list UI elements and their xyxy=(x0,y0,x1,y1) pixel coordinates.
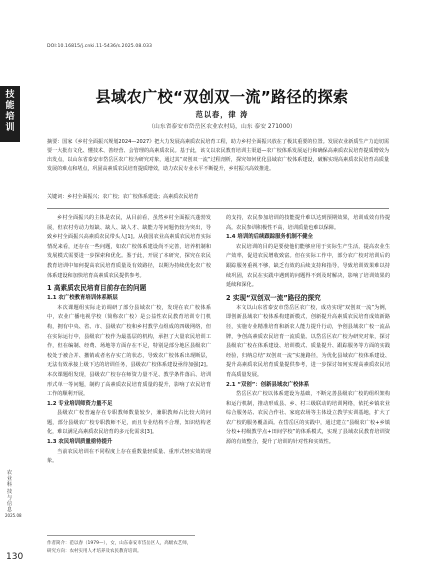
journal-char: 科 xyxy=(6,482,13,489)
section-label xyxy=(4,90,16,134)
article-authors: 范以春，律 涛 xyxy=(195,110,249,119)
section-char: 技 xyxy=(5,90,15,100)
section-char: 能 xyxy=(5,101,15,111)
subsection-heading: 2.1 “双创”：创新县域农广校体系 xyxy=(226,381,310,388)
subsection-heading: 1.4 培训的后续跟踪服务机制不健全 xyxy=(226,234,313,241)
subsection-heading: 1.1 农广校教育培训体系断层 xyxy=(47,295,118,302)
journal-char: 信 xyxy=(6,501,13,508)
subsection-heading: 1.3 农民培训质量亟待提升 xyxy=(47,439,113,446)
journal-char: 农 xyxy=(6,470,13,476)
section-heading: 2 实现“双创双一流”路径的探究 xyxy=(226,293,321,302)
journal-char: 技 xyxy=(6,488,13,495)
journal-issue: 2025.08 xyxy=(5,513,22,519)
journal-char: 业 xyxy=(6,476,13,483)
section-char: 训 xyxy=(5,123,15,133)
page-number: 130 xyxy=(6,552,24,562)
article-title: 县域农广校“双创双一流”路径的探索 xyxy=(95,88,349,106)
subsection-heading: 1.2 专业培训师资力量不足 xyxy=(47,400,113,407)
body-paragraph: 当前农民培训在不同程度上存在重数量轻质量、重形式轻实效的现象。 xyxy=(47,448,211,465)
section-heading: 1 高素质农民培育目前存在的问题 xyxy=(47,284,147,293)
section-char: 培 xyxy=(5,112,15,122)
journal-char: 与 xyxy=(6,494,13,501)
body-paragraph: 的支持，农民参加培训的技能提升难以达到预期效果，培训成效有待提高。农民参训积极性不高，培训质量也难以保障。 xyxy=(226,215,390,231)
body-paragraph: 岱岳区农广校以体系建设为基础，不断完善县级农广校的组织架构和运行机制，推动形成县、乡、村三级联动的培训网络，依托乡镇农业综合服务站、农民合作社、家庭农场等主体设立教学实训基地，扩大了农广校的服务覆盖面。在岱岳区的实践中，通过建立“县级农广校+乡镇分校+村级教学点+田间学校”的体系模式，实现了县域农民教育培训资源的有效整合，提升了培训的针对性和实效性。 xyxy=(226,391,390,446)
intro-paragraph: 乡村全面振兴的主体是农民，从目前看，虽然乡村全面振兴蓬勃发展，但农村劳动力短缺、缺人、缺人才、缺能力等问题仍较为突出，导致乡村全面振兴高素质农民带头人[1]。从我国农业高素质农民培育实际情况来看，还存在一些问题，如农广校体系建设尚不完善，培养机制和发展模式需要进一步探索和优化。鉴于此，开展了本研究，探究在农民教育培训中如何提高农民培育质量及有效路径，以期为持续优化农广校体系建设和加快培育高素质农民提供参考。 xyxy=(47,215,211,279)
article-affiliation: （山东省泰安市岱岳区农业农村局，山东 泰安 271000） xyxy=(148,124,296,130)
body-paragraph: 农民培训的目的是要使他们能够应用于实际生产生活，提高农业生产效率，促进农民增收致富。但在实际工作中，部分农广校对培训后的跟踪服务重视不够，缺乏有效的后续支持和指导，导致培训效果难以持续巩固，农民在实践中遇到的问题得不到及时解决，影响了培训效果的延续和深化。 xyxy=(226,243,390,289)
journal-char: 息 xyxy=(6,507,13,514)
doi-line: DOI:10.16815/j.cnki.11-5436/s.2025.08.033 xyxy=(47,44,153,49)
header-divider xyxy=(47,208,389,209)
body-paragraph: 县级农广校普遍存在专职教师数量较少，兼职教师占比较大的问题，部分县级农广校专职教师不足，而且专业结构不合理，知识结构老化，难以满足高素质农民培育的多元化需求[3]。 xyxy=(47,410,211,436)
body-paragraph: 本次课题组实际走访调研了部分县域农广校，发现在农广校体系中，农业广播电视学校（简称农广校）是公益性农民教育培训专门机构，拥有中央、省、市、县级农广校和乡村教学点组成的四级网络，但在实际运行中，县级农广校作为最基层的机构，承担了大量农民培训工作，但在编制、经费、场地等方面存在不足，特别是部分地区县级农广校处于被合并、撤销或者名存实亡的状态，导致农广校体系出现断层，无法有效承接上级下达的培训任务，县级农广校体系建设亟待加强[2]。本次课题组发现，县级农广校存在师资力量不足、教学条件落后、培训形式单一等问题，制约了高素质农民培育质量的提升，影响了农民培育工作的顺利开展。 xyxy=(47,304,211,398)
journal-name-vertical xyxy=(5,470,22,520)
author-footnote: 作者简介：范以春（1979—），女，山东泰安市岱岳区人，高级农艺师，研究方向：农村实用人才培养及农民教育培训。 xyxy=(47,535,195,555)
body-paragraph: 本文以山东省泰安市岱岳区农广校，成功实现“双创双一流”为例，即创新县域农广校体系构建新模式，创新提升高素质农民培育成效新路径，实施专业精准培育和新农人能力提升行动，争创县域农广校一流品牌，争创高素质农民培育一流质量。以岱岳区农广校为研究对象，探讨县级农广校在体系建设、培训模式、质量提升、跟踪服务等方面的实践经验，归纳总结“双创双一流”实施路径，为优化县域农广校体系建设、提升高素质农民培育质量提供参考，进一步探讨如何实现高素质农民培育高质量发展。 xyxy=(226,304,390,378)
right-column xyxy=(226,214,390,448)
abstract: 摘要：国家《乡村全面振兴规划2024—2027》把大力发展高素质农民培育工程，助力乡村全面振兴放在了极其重要的位置。发展农业新质生产力迫切需要一大批有文化、懂技术、善经营、会管理的高素质农民。基于此，该文以农民教育培训主渠道—农广校体系发展运行和确保高素质农民培育提质增效为出发点，以山东省泰安市岱岳区农广校为研究对象，通过其“双创双一流”过程剖析，探究如何优化县域农广校体系建设，破解实现高素质农民培育高质量发展的难点和堵点，巩固高素质农民培育提质增效，助力农民专业水平不断提升，乡村振兴高效推进。 xyxy=(47,139,389,172)
left-column xyxy=(47,214,211,467)
keywords: 关键词：乡村全面振兴；农广校；农广校体系建设；高素质农民培育 xyxy=(47,194,199,200)
